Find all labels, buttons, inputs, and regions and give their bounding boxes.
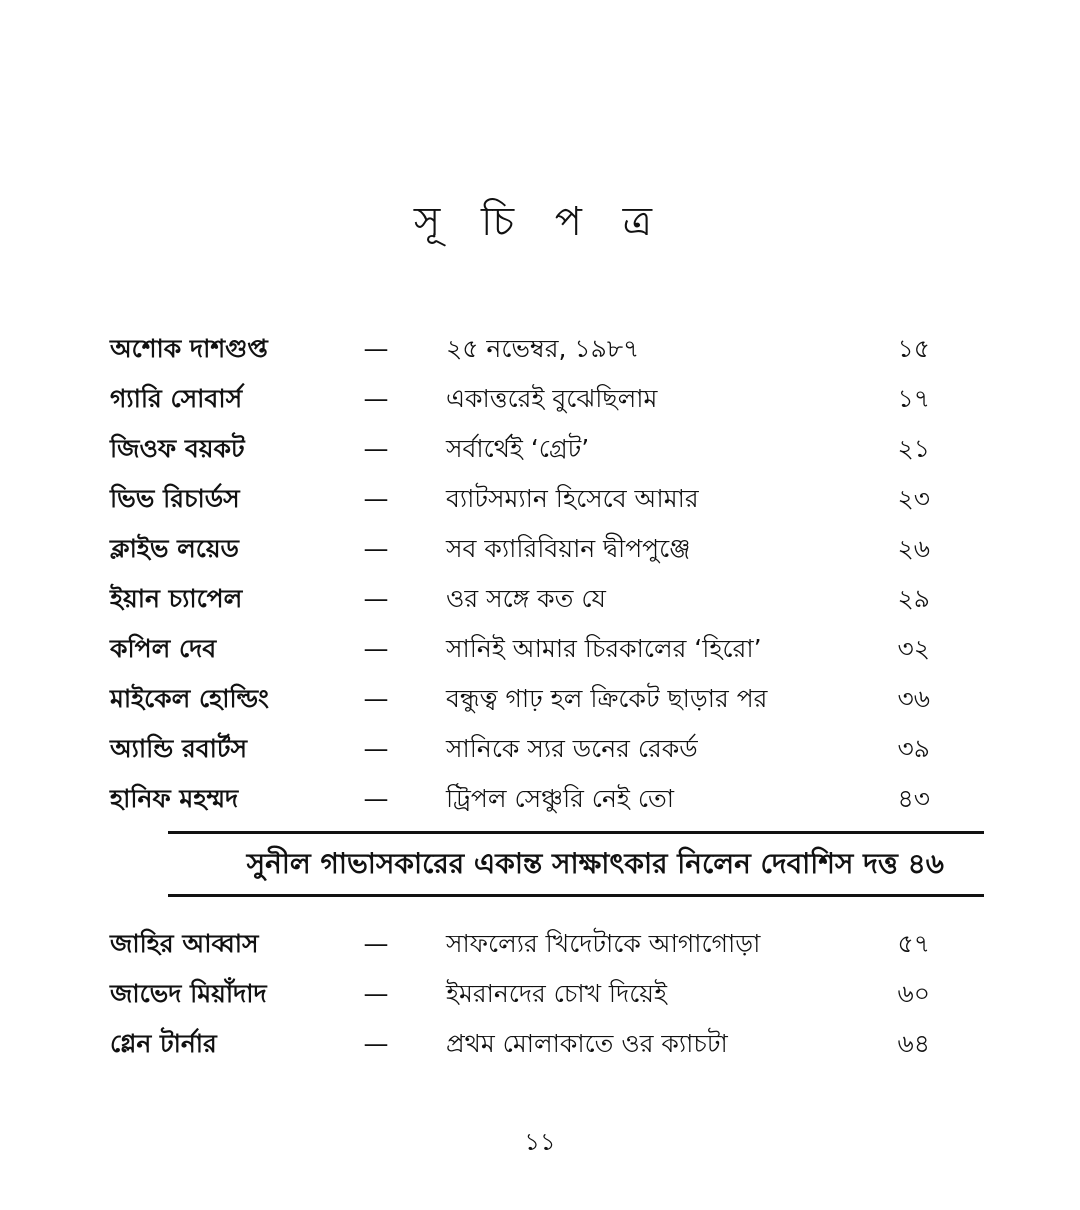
entry-dash: —: [363, 584, 389, 613]
entry-page-number: ২৬: [897, 534, 930, 563]
entry-author: অ্যান্ডি রবার্টস: [110, 734, 248, 763]
entry-author: ক্লাইভ লয়েড: [110, 534, 239, 563]
contents-entry: [0, 624, 1080, 674]
entry-page-number: ১৫: [897, 334, 930, 363]
entry-page-number: ২৩: [897, 484, 930, 513]
entry-dash: —: [363, 484, 389, 513]
contents-entry: [0, 424, 1080, 474]
entry-title: সব ক্যারিবিয়ান দ্বীপপুঞ্জে: [446, 534, 691, 563]
entry-title: ওর সঙ্গে কত যে: [446, 584, 606, 613]
contents-entry: [0, 474, 1080, 524]
entry-page-number: ৫৭: [897, 929, 930, 958]
entry-dash: —: [363, 1029, 389, 1058]
contents-entry: [0, 374, 1080, 424]
entry-page-number: ৩৯: [897, 734, 930, 763]
contents-entry: [0, 1019, 1080, 1069]
entry-author: গ্যারি সোবার্স: [110, 384, 243, 413]
entry-title: ট্রিপল সেঞ্চুরি নেই তো: [446, 784, 674, 813]
entry-dash: —: [363, 734, 389, 763]
entry-title: ২৫ নভেম্বর, ১৯৮৭: [446, 334, 640, 363]
contents-entry: [0, 524, 1080, 574]
entry-page-number: ৬৪: [897, 1029, 930, 1058]
contents-list-continued: [0, 919, 1080, 1069]
entry-title: সানিই আমার চিরকালের ‘হিরো’: [446, 634, 762, 663]
entry-author: কপিল দেব: [110, 634, 217, 663]
entry-author: ইয়ান চ্যাপেল: [110, 584, 243, 613]
entry-dash: —: [363, 384, 389, 413]
interview-entry: [168, 831, 984, 897]
contents-entry: [0, 774, 1080, 824]
entry-page-number: ২৯: [897, 584, 930, 613]
entry-page-number: ১৭: [897, 384, 930, 413]
interview-title: সুনীল গাভাসকারের একান্ত সাক্ষাৎকার নিলেন দেবাশিস দত্ত: [246, 847, 898, 880]
entry-title: সাফল্যের খিদেটাকে আগাগোড়া: [446, 929, 761, 958]
entry-title: সর্বার্থেই ‘গ্রেট’: [446, 434, 590, 463]
entry-dash: —: [363, 434, 389, 463]
entry-dash: —: [363, 634, 389, 663]
entry-page-number: ৩৬: [897, 684, 930, 713]
entry-author: হানিফ মহম্মদ: [110, 784, 239, 813]
entry-dash: —: [363, 784, 389, 813]
entry-title: বন্ধুত্ব গাঢ় হল ক্রিকেট ছাড়ার পর: [446, 684, 768, 713]
contents-list: [0, 324, 1080, 824]
entry-author: জাহির আব্বাস: [110, 929, 259, 958]
interview-page-number: ৪৬: [907, 847, 944, 880]
entry-dash: —: [363, 334, 389, 363]
page-footer-number: ১১: [524, 1128, 556, 1156]
contents-entry: [0, 574, 1080, 624]
entry-dash: —: [363, 979, 389, 1008]
contents-entry: [0, 969, 1080, 1019]
entry-title: প্রথম মোলাকাতে ওর ক্যাচটা: [446, 1029, 728, 1058]
page-title: সূ চি প ত্র: [413, 198, 667, 245]
entry-page-number: ৬০: [897, 979, 930, 1008]
entry-author: অশোক দাশগুপ্ত: [110, 334, 268, 363]
entry-title: সানিকে স্যর ডনের রেকর্ড: [446, 734, 698, 763]
entry-dash: —: [363, 534, 389, 563]
entry-author: জিওফ বয়কট: [110, 434, 245, 463]
contents-entry: [0, 324, 1080, 374]
contents-entry: [0, 919, 1080, 969]
entry-title: ইমরানদের চোখ দিয়েই: [446, 979, 667, 1008]
entry-author: ভিভ রিচার্ডস: [110, 484, 240, 513]
entry-page-number: ৪৩: [897, 784, 930, 813]
entry-title: একাত্তরেই বুঝেছিলাম: [446, 384, 658, 413]
entry-author: গ্লেন টার্নার: [110, 1029, 217, 1058]
entry-title: ব্যাটসম্যান হিসেবে আমার: [446, 484, 699, 513]
entry-author: জাভেদ মিয়াঁদাদ: [110, 979, 267, 1008]
contents-entry: [0, 674, 1080, 724]
entry-page-number: ২১: [897, 434, 930, 463]
entry-page-number: ৩২: [897, 634, 930, 663]
contents-entry: [0, 724, 1080, 774]
entry-dash: —: [363, 684, 389, 713]
entry-author: মাইকেল হোল্ডিং: [110, 684, 269, 713]
entry-dash: —: [363, 929, 389, 958]
